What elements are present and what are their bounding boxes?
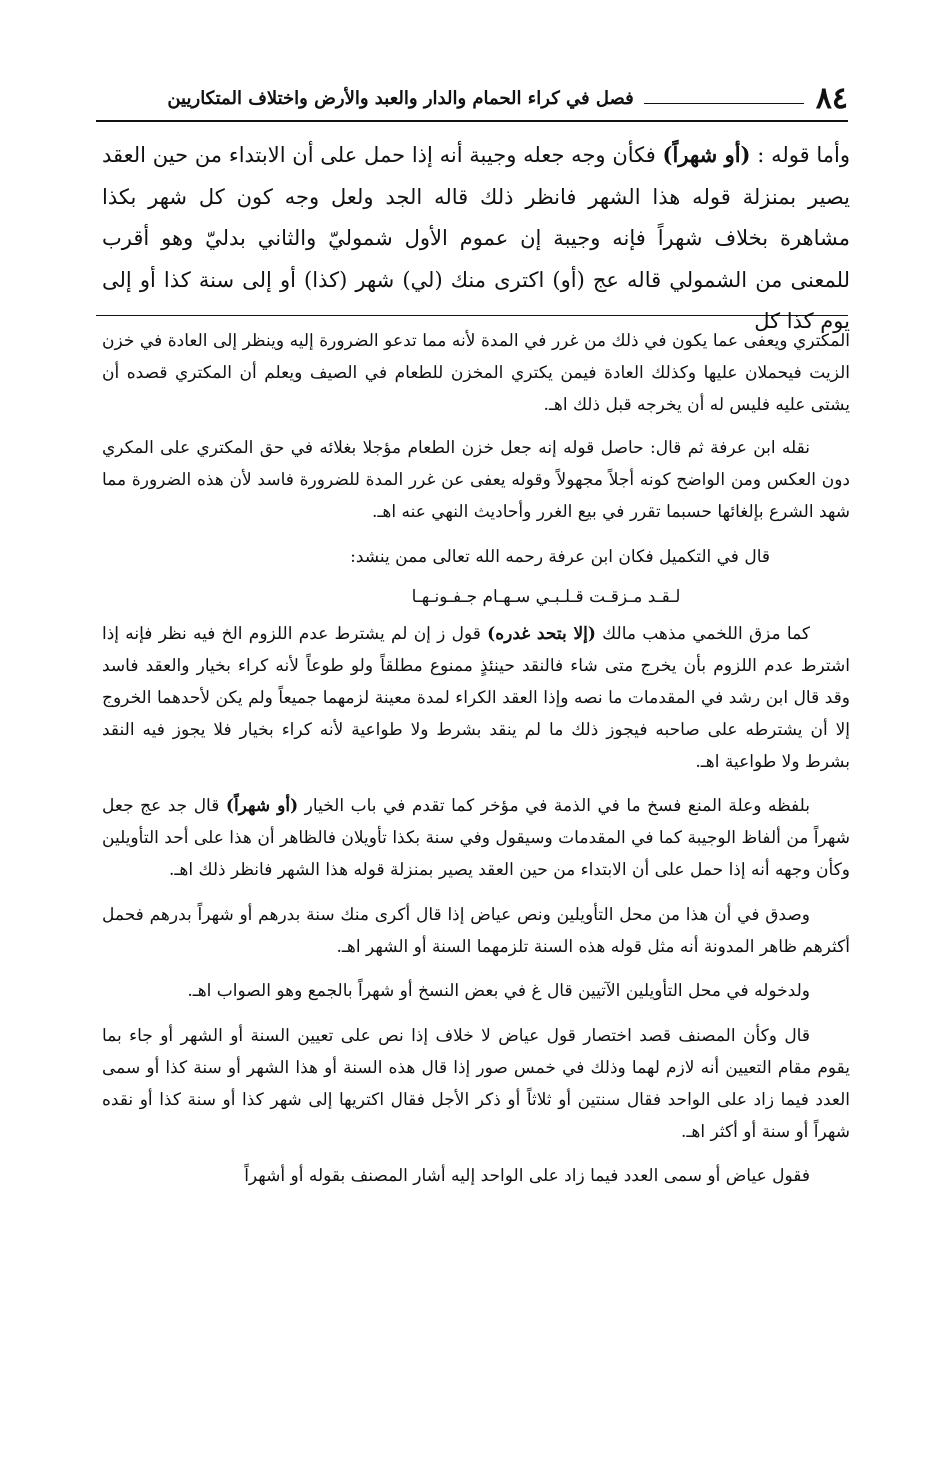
commentary-paragraph-9: فقول عياض أو سمى العدد فيما زاد على الواحد إليه أشار المصنف بقوله أو أشهراً — [244, 1166, 810, 1187]
header-divider — [96, 120, 848, 122]
commentary-paragraph-1: المكتري ويعفى عما يكون في ذلك من غرر في المدة لأنه مما تدعو الضرورة إليه وينظر إلى العادة في خزن الزيت فيحملان عليها وكذلك العادة فيمن يكتري المخزن للطعام في الصيف ويعلم أن المكتري قصده أن يشتى عليه فليس له أن يخرجه قبل ذلك اهـ. — [102, 331, 850, 415]
text-segment: بلفظه وعلة المنع فسخ ما في الذمة في مؤخر كما تقدم في باب الخيار — [298, 796, 810, 817]
commentary — [102, 326, 850, 1206]
main-paragraph — [102, 134, 850, 343]
commentary-paragraph-7: ولدخوله في محل التأويلين الآتيين قال غ في بعض النسخ أو شهراً بالجمع وهو الصواب اهـ. — [187, 981, 810, 1002]
commentary-paragraph-6: وصدق في أن هذا من محل التأويلين ونص عياض إذا قال أكرى منك سنة بدرهم أو شهراً بدرهم فحمل أكثرهم ظاهر المدونة أنه مثل قوله هذه السنة تلزمهما السنة أو الشهر اهـ. — [102, 904, 850, 957]
commentary-paragraph-8: قال وكأن المصنف قصد اختصار قول عياض لا خلاف إذا نص على تعيين السنة أو الشهر أو جاء بما يقوم مقام التعيين أنه لازم لهما وذلك في خمس صور إذا قال هذه السنة أو هذا الشهر أو سنة كذا أو سمى العدد فيما زاد على الواحد فقال سنتين أو ثلاثاً أو ذكر الأجل فقال اكتريها إلى شهر كذا أو سنة كذا أو نقده شهراً أو سنة أو أكثر اهـ. — [102, 1026, 850, 1142]
header-short-rule — [644, 103, 804, 104]
page-header — [102, 78, 848, 118]
commentary-paragraph-3: قال في التكميل فكان ابن عرفة رحمه الله تعالى ممن ينشد: — [350, 546, 770, 567]
bold-segment: (إلا بتحد غدره) — [487, 624, 596, 645]
page-number: ٨٤ — [815, 80, 848, 116]
footnote-separator — [96, 315, 848, 316]
main-text — [102, 134, 850, 343]
main-text-segment: فكأن وجه جعله وجيبة أنه إذا حمل على أن الابتداء من حين العقد يصير بمنزلة قوله هذا الشهر فانظر ذلك قاله الجد ولعل وجه كون كل شهر بكذا مشاهرة بخلاف شهراً فإنه وجيبة إن عموم الأول شموليّ والثاني بدليّ وهو أقرب للمعنى من الشمولي قاله عج (أو) اكترى منك (لي) شهر (كذا) أو إلى سنة كذا أو إلى يوم كذا كل — [102, 143, 850, 333]
commentary-paragraph-4 — [102, 619, 850, 778]
running-title: فصل في كراء الحمام والدار والعبد والأرض واختلاف المتكاريين — [167, 87, 634, 109]
bold-segment: (أو شهراً) — [225, 796, 299, 817]
main-text-bold: (أو شهراً) — [662, 142, 751, 167]
main-text-segment: وأما قوله : — [750, 143, 850, 167]
text-segment: قال جد عج جعل شهراً من ألفاظ الوجيبة كما في المقدمات وسيقول وفي سنة بكذا تأويلان فالظاهر أن هذا على أحد التأويلين وكأن وجهه أنه إذا حمل على أن الابتداء من حين العقد يصير بمنزلة قوله هذا الشهر فانظر ذلك اهـ. — [102, 796, 850, 880]
text-segment: قول ز إن لم يشترط عدم اللزوم الخ فيه نظر فإنه إذا اشترط عدم اللزوم بأن يخرج متى شاء فالنقد حينئذٍ ممنوع مطلقاً ولو طوعاً لأنه كراء بخيار والعقد فاسد وقد قال ابن رشد في المقدمات ما نصه وإذا العقد الكراء لمدة معينة لزمهما جميعاً ولم يكن لأحدهما الخروج إلا أن يشترطه على صاحبه فيجوز ذلك ما لم ينقد بشرط ولا طواعية لأنه كراء بخيار فلا يجوز فيه النقد بشرط ولا طواعية اهـ. — [102, 624, 850, 772]
commentary-paragraph-5 — [102, 791, 850, 886]
poetry-verse: لـقـد مـزقـت قـلـبـي سـهـام جـفـونـهـا — [411, 586, 681, 607]
text-segment: كما مزق اللخمي مذهب مالك — [595, 624, 810, 645]
commentary-paragraph-2: نقله ابن عرفة ثم قال: حاصل قوله إنه جعل خزن الطعام مؤجلا بغلائه في حق المكتري على المكري دون العكس ومن الواضح كونه أجلاً مجهولاً وقوله يعفى عن غرر المدة للضرورة فاسد لأن هذه الضرورة مما شهد الشرع بإلغائها حسبما تقرر في بيع الغرر وأحاديث النهي عنه اهـ. — [102, 438, 850, 522]
